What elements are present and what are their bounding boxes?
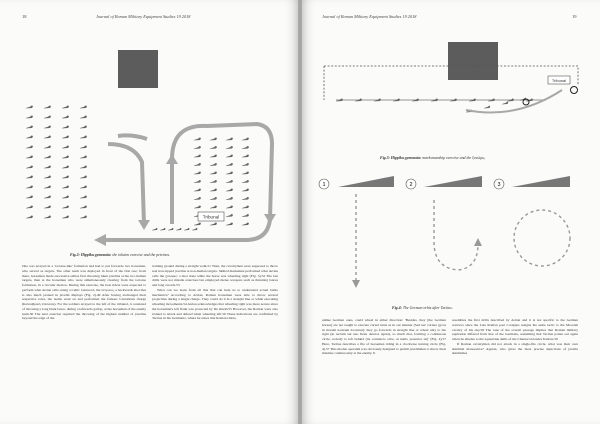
figure-2-illustration <box>22 44 282 244</box>
rider-glyph <box>210 154 217 157</box>
figure-caption-text: the tolutim exercise and the petrinos. <box>112 253 170 257</box>
rider-glyph <box>62 175 69 178</box>
orbis-panel-3 <box>494 176 570 266</box>
rider-glyph <box>210 180 217 183</box>
rider-glyph <box>44 175 51 178</box>
rider-glyph <box>80 165 87 168</box>
figure-2-caption <box>70 253 170 258</box>
rider-glyph <box>62 165 69 168</box>
rider-glyph <box>44 145 51 148</box>
paragraph: unlike German ones, could wheel in either direction: 'Besides, they [the German horses] are not taught to execute varied turns as in our manner (Sed nec variare gyros in morem nostrum docentur): they go forwards in straight line or wheel only to the right (in rectum aut uno flexu dextros agunt), so much that, forming a continuous circle, nobody is left behind (ita coniuncto orbe, ut nemo posterior sit)' (Fig. 4).57 Here, Tacitus describes a file of horsemen riding in a clockwise turning circle (Fig. 4).57 This modus operandi was obviously designed to permit javelinmen to throw their missiles continuously at the enemy. It <box>322 318 446 356</box>
figure-3-illustration <box>316 40 586 150</box>
rider-glyph <box>80 185 87 188</box>
rider-glyph <box>26 205 33 208</box>
rider-glyph <box>194 180 201 183</box>
rider-glyph <box>176 228 182 231</box>
rider-glyph <box>194 154 201 157</box>
rider-glyph <box>242 137 249 140</box>
figure-label: Fig.2: <box>70 253 80 257</box>
figure-title: Hippika gymnasia: <box>390 156 422 160</box>
rider-glyph <box>226 188 233 191</box>
paragraph: What can we learn from all this that can help us to understand actual battle mechanics? According to Arrian, Roman horsemen were able to throw several projectiles during a single charge. They could do it in a straight line or while executing wheeling movements.54 Arrian acknowledges that wheeling right was more secure since the horseman's left flank was protected by his shield.55 However, the Roman were also trained to attack and defend when wheeling left.56 These indications are confirmed by Tacitus in his Germania, where he states that Roman riders, <box>152 287 278 321</box>
rider-glyph <box>242 205 249 208</box>
wheel-arrow <box>466 90 562 113</box>
rider-glyph <box>192 228 198 231</box>
figure-title: Hippika gymnasia: <box>80 253 112 257</box>
rider-glyph <box>26 215 33 218</box>
rider-glyph <box>194 171 201 174</box>
orbis-panel-2 <box>406 176 482 270</box>
rider-glyph <box>226 214 233 217</box>
rider-glyph <box>26 185 33 188</box>
rider-glyph <box>226 180 233 183</box>
figure-caption-text: The German orbis after Tacitus. <box>402 306 453 310</box>
rider-glyph <box>80 195 87 198</box>
rider-glyph <box>484 105 490 108</box>
book-gutter <box>298 0 302 424</box>
rider-glyph <box>62 195 69 198</box>
rider-glyph <box>194 197 201 200</box>
paragraph: If Roman cavalrymen did not attack in a single-file circle, what was their own skirmish manoeuvre? Appian, who gives the most precise depictions of javelin skirmishes <box>452 341 578 356</box>
rider-glyph <box>44 115 51 118</box>
text-column-2 <box>152 264 278 321</box>
paragraph: resembles the first drills described by Arrian and it is not specific to the German warriors since the Late Roman poet Corippus assigns the same tactic to the Moorish cavalry of his day.58 The tone of the overall passage implies that Roman military equitation differed from that of the Germans, something that Tacitus points out again when he alludes to the equestrian skills of the Cheruscan leader Italicus.59 <box>452 318 578 341</box>
svg-text:1: 1 <box>322 182 326 188</box>
running-head: Journal of Roman Military Equipment Studies 19 2018 <box>322 14 417 19</box>
rider-glyph <box>194 163 201 166</box>
rider-glyph <box>210 171 217 174</box>
rider-glyph <box>242 146 249 149</box>
rider-glyph <box>210 197 217 200</box>
rider-glyph <box>210 188 217 191</box>
rider-glyph <box>80 215 87 218</box>
rider-glyph <box>26 155 33 158</box>
paragraph: training ground during a straight walk.51 Then, the cavalrymen were supposed to throw real iron-tipped javelins at non-human targets. Skilled marksmen performed what Arrian calls the ξυνώρις: a shot done while the horse was wheeling right (Fig. 3).52 The last drills were not missile exercises but employed melee weapons such as thrusting lances and long swords.53 <box>152 264 278 287</box>
rider-glyph <box>44 215 51 218</box>
rider-glyph <box>80 155 87 158</box>
rider-glyph <box>194 146 201 149</box>
arrow-heads <box>94 154 276 246</box>
rider-glyph <box>194 137 201 140</box>
rider-glyph <box>194 188 201 191</box>
rider-glyph <box>26 115 33 118</box>
rider-glyph <box>210 205 217 208</box>
rider-glyph <box>184 228 190 231</box>
rider-glyph <box>194 222 201 225</box>
rider-glyph <box>62 155 69 158</box>
rider-glyph <box>26 195 33 198</box>
rider-glyph <box>80 115 87 118</box>
rider-glyph <box>26 105 33 108</box>
rider-glyph <box>226 146 233 149</box>
rider-glyph <box>152 228 158 231</box>
rider-glyph <box>168 228 174 231</box>
rider-glyph <box>210 146 217 149</box>
rider-glyph <box>242 180 249 183</box>
svg-text:2: 2 <box>409 182 413 188</box>
figure-dark-block <box>118 50 158 88</box>
figure-3-caption <box>380 156 486 161</box>
paragraph: One was arrayed in a 'tortoise-like' formation and had to put forwards two horsemen, who served as targets. The other team was deployed in front of the first one; from there, horsemen made successive sallies first throwing blunt javelins at the two human targets, then at the horsemen who were simultaneously clearing from the tortoise formation, in a circular motion. During this exercise, the best riders were expected to perform what Arrian calls, using a Celtic loanword, the πέτρινος, a backwards shot that is also much praised in javelin displays (Fig. 2).49 After having exchanged their respective roles, the teams went on and performed the famous Cantabrian charge (Κανταβρικὴ ἐπέλασις). For the soldiers arrayed to the left of the tribunal, it consisted of throwing a long blunt lance, during a leftwards gallop, at the horsemen of the enemy team.50 The next exercise required the throwing of the highest number of javelins beyond the edge of the <box>22 264 146 321</box>
rider-glyph <box>44 195 51 198</box>
rider-glyph <box>62 145 69 148</box>
rider-glyph <box>44 105 51 108</box>
figure-label: Fig.4: <box>392 306 402 310</box>
rider-glyph <box>62 125 69 128</box>
tribunal-label: Tribunal <box>551 77 567 83</box>
rider-glyph <box>242 171 249 174</box>
rider-glyph <box>26 135 33 138</box>
figure-4-caption <box>392 306 453 311</box>
rider-glyph <box>210 222 217 225</box>
rider-glyph <box>242 188 249 191</box>
rider-glyph <box>242 154 249 157</box>
rider-glyph <box>26 175 33 178</box>
tribunal-label: Tribunal <box>202 214 220 220</box>
rider-glyph <box>62 135 69 138</box>
rider-glyph <box>44 205 51 208</box>
page-number: 19 <box>572 14 577 19</box>
rider-glyph <box>226 171 233 174</box>
rider-glyph <box>44 165 51 168</box>
rider-glyph <box>226 154 233 157</box>
text-column-1 <box>322 318 446 356</box>
rider-glyph <box>80 125 87 128</box>
rider-glyph <box>226 137 233 140</box>
rider-glyph <box>226 197 233 200</box>
text-column-2 <box>452 318 578 356</box>
rider-glyph <box>210 137 217 140</box>
figure-caption-text: marksmanship exercise and the ξυνώρις. <box>422 156 486 160</box>
orbis-panel-1 <box>319 176 394 288</box>
rider-glyph <box>44 135 51 138</box>
rider-glyph <box>242 163 249 166</box>
rider-glyph <box>62 105 69 108</box>
rider-glyph <box>62 115 69 118</box>
svg-text:3: 3 <box>497 182 501 188</box>
rider-glyph <box>242 214 249 217</box>
text-column-1 <box>22 264 146 321</box>
rider-glyph <box>226 205 233 208</box>
page-number: 18 <box>22 14 27 19</box>
figure-label: Fig.3: <box>380 156 390 160</box>
rider-glyph <box>242 222 249 225</box>
rider-glyph <box>80 145 87 148</box>
rider-glyph <box>44 125 51 128</box>
rider-glyph <box>44 155 51 158</box>
right-page <box>300 0 600 424</box>
rider-glyph <box>26 145 33 148</box>
rider-glyph <box>80 205 87 208</box>
rider-glyph <box>62 185 69 188</box>
rider-glyph <box>44 185 51 188</box>
figure-dark-block <box>448 42 498 80</box>
rider-glyph <box>226 222 233 225</box>
rider-glyph <box>26 125 33 128</box>
rider-glyph <box>502 101 508 104</box>
rider-glyph <box>210 163 217 166</box>
rider-glyph <box>62 205 69 208</box>
target-marker <box>571 87 578 94</box>
rider-glyph <box>26 165 33 168</box>
rider-glyph <box>194 205 201 208</box>
rider-glyph <box>62 215 69 218</box>
running-head: Journal of Roman Military Equipment Studies 19 2018 <box>96 14 191 19</box>
rider-glyph <box>226 163 233 166</box>
rider-glyph <box>80 175 87 178</box>
rider-glyph <box>80 135 87 138</box>
rider-glyph <box>160 228 166 231</box>
rider-glyph <box>80 105 87 108</box>
rider-glyph <box>242 197 249 200</box>
figure-4-illustration <box>316 172 586 302</box>
